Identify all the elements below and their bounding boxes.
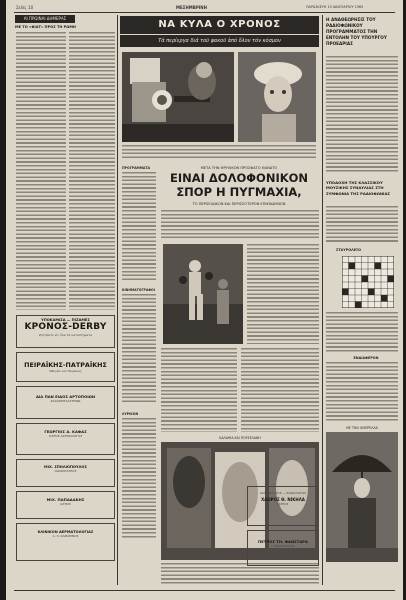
photo-umbrella: [326, 432, 398, 562]
ad-nikila: [247, 486, 319, 526]
left-article-heading: ΜΕ ΤΟ «ΦΙΑΤ» ΠΡΟΣ ΤΗ ΡΩΜΗ: [15, 25, 76, 29]
bottom-caption-text: [161, 563, 319, 585]
photo-lab-machine: [122, 52, 234, 142]
ad-spiliopoulos: [16, 459, 115, 487]
banner-title: ΝΑ ΚΥΛΑ Ο ΧΡΟΝΟΣ: [158, 19, 281, 30]
right-mid-headline: ΥΠΟΔΟΧΗ ΤΗΣ ΚΛΑΣΣΙΚΟΥ ΜΟΥΣΙΚΗΣ ΣΥΝΑΥΛΙΑΣ ΣΤΗ ΣΥΜΦΩΝΙΑ ΤΗΣ ΡΑΔΙΟΦΩΝΙΑΣ: [326, 180, 390, 196]
center-subhead: ΤΟ ΠΕΡΙΣΟΔΙΚΟΝ ΚΑΙ ΠΕΡΙΣΣΟΤΕΡΟΝ ΕΠΙΚΙΝΔΥΝΟΝ: [192, 202, 286, 206]
photo-boxers: [163, 244, 243, 344]
left-section-band: [15, 15, 75, 23]
banner-subtitle: Τά περίεργα διά τοῦ φακοῦ ἀπό ὅλον τόν κόσμον: [158, 38, 281, 44]
header-rule: [14, 12, 395, 13]
center-side-label-3: ΛΥΡΙΚΟΝ: [122, 412, 139, 416]
ad-title: ΠΕΙΡΑΪΚΗΣ-ΠΑΤΡΑΪΚΗΣ: [24, 361, 107, 369]
lyric-listings-text: [122, 418, 156, 538]
ad-title: ΑΚΤΙΝΟΛΟΓΟΣ — ΡΑΔΙΟΛΟΓΟΣ: [259, 491, 307, 495]
right-column-text-1: [326, 56, 398, 174]
paper-name: ΜΕΣΗΜΒΡΙΝΗ: [176, 5, 207, 10]
ad-brand: ΚΡΟΝΟΣ-DERBY: [24, 322, 107, 332]
banner: [120, 16, 319, 34]
ad-small-text: ΙΑΤΡΟΣ ΑΚΤΙΝΟΛΟΓΟΣ: [48, 434, 83, 438]
ad-title: ΠΕΤΡΟΣ ΤΗ. ΦΑΝΣΤΑΡΑ: [257, 539, 308, 544]
left-column-text-2: [69, 32, 115, 310]
right-small-title: ΕΝΔΙΑΦΕΡΟΝ: [353, 356, 379, 360]
page-number: Σελίς 10: [16, 5, 34, 10]
ad-artopoion: [16, 386, 115, 419]
banner-caption-text: [122, 145, 316, 159]
center-side-label-2: ΚΙΝΗΜΑΤΟΓΡΑΦΟΙ: [122, 288, 155, 292]
center-article-text-col2: [241, 348, 319, 432]
ad-fanstara: [247, 530, 319, 566]
date-line: ΠΑΡΑΣΚΕΥΗ 15 ΙΑΝΟΥΑΡΙΟΥ 1965: [306, 5, 364, 9]
right-photo-caption: ΜΕ ΤΗΝ ΟΜΠΡΕΛΛΑ: [346, 426, 378, 430]
photo-umbrella-image: [326, 432, 398, 562]
photo-lab-machine-image: [122, 52, 234, 142]
center-article-text-col1: [161, 348, 237, 432]
ad-small-text: ΟΔΟΝΤΙΑΤΡΟΣ: [54, 469, 77, 473]
photo-boxers-image: [163, 244, 243, 344]
ad-peiraikis: [16, 352, 115, 382]
cinema-listings-text: [122, 294, 156, 404]
left-section-title: ΑΙ ΠΡΩΙΝΑΙ ΔΗΜΕΡΑΣ: [23, 16, 67, 21]
program-listings-text: [122, 172, 156, 282]
photo-woman-hat-image: [238, 52, 316, 142]
center-intro-text: [161, 210, 319, 240]
ad-title: ΔΙΑ ΠΑΝ ΕΙΔΟΣ ΑΡΤΟΠΟΙΩΝ: [35, 394, 96, 399]
ad-kliniki: [16, 523, 115, 561]
center-article-text-right: [247, 244, 319, 344]
column-divider: [117, 15, 118, 585]
ad-title: ΜΙΧ. ΠΑΠΑΔΑΚΗΣ: [46, 497, 85, 502]
crossword-title: ΣΤΑΥΡΟΛΕΞΟ: [336, 248, 362, 252]
right-column-text-2: [326, 206, 398, 244]
ad-small-text: ΖΑΧΑΡΟΠΛΑΣΤΕΙΩΝ: [50, 399, 81, 403]
center-kicker: ΜΕΤΑ ΤΗΝ ΘΡΥΛΙΚΟΝ ΠΡΟΣΦΑΤΟ ΘΑΝΑΤΟ: [200, 166, 278, 170]
ad-title: ΚΛΙΝΙΚΟΝ ΔΕΡΜΑΤΟΛΟΓΙΑΣ: [37, 530, 94, 534]
ad-papadakis: [16, 491, 115, 519]
ad-small-text: ΙΑΤΡΟΣ: [277, 502, 289, 506]
left-column-text-1: [16, 32, 66, 310]
right-headline: Η ΑΝΑΘΕΩΡΗΣΙΣ ΤΟΥ ΡΑΔΙΟΦΩΝΙΚΟΥ ΠΡΟΓΡΑΜΜΑΤΟΣ ΤΗΝ ΕΝΤΟΛΗΝ ΤΟΥ ΥΠΟΥΡΓΟΥ ΠΡΟΕΔΡΙΑΣ: [326, 17, 387, 46]
crossword-grid: [342, 256, 394, 308]
ad-brand: ΧΛΩΡΟΣ Θ. ΝΙΚΗΛΑ: [261, 497, 305, 502]
footer-rule: [14, 590, 395, 591]
ad-kafas: [16, 423, 115, 455]
bottom-caption: ΚΑΛΑΘΙΑ ΚΑΙ ΠΟΡΣΕΛΑΝΗ: [219, 436, 261, 440]
ad-title: ΥΠΟΚΑΜΙΣΑ — ΠΙΖΑΜΕΣ: [41, 318, 90, 322]
center-headline-2: ΣΠΟΡ Η ΠΥΓΜΑΧΙΑ,: [176, 186, 302, 199]
right-column-text-3: [326, 362, 398, 422]
photo-woman-hat: [238, 52, 316, 142]
ad-small-text: Α. Χ. ΚΑΜΑΡΙΝΟΣ: [52, 534, 79, 538]
banner-subtitle-band: [120, 35, 319, 47]
center-side-label-1: ΠΡΟΓΡΑΜΜΑΤΑ: [122, 166, 150, 170]
ad-title: ΜΙΧ. ΣΠΗΛΙΟΠΟΥΛΟΣ: [44, 465, 87, 469]
ad-title: ΓΕΩΡΓΙΟΣ Α. ΚΑΦΑΣ: [44, 429, 87, 434]
center-headline-1: ΕΙΝΑΙ ΔΟΛΟΦΟΝΙΚΟΝ: [169, 172, 309, 185]
ad-small-text: Ζητήσατε εἰς ὅλα τά καταστήματα: [38, 333, 93, 337]
newspaper-page: [6, 0, 403, 600]
ad-small-text: Ἀθηνῶν καί Πειραιῶς: [49, 369, 82, 373]
column-divider-right: [322, 15, 323, 585]
ad-kronos-derby: [16, 315, 115, 348]
crossword-clues: [326, 312, 398, 352]
ad-small-text: ΙΑΤΡΟΣ: [60, 502, 71, 506]
crossword-grid-image: [342, 256, 394, 308]
ad-small-text: ΓΥΝΑΙΚΟΛΟΓΟΣ: [271, 544, 295, 548]
